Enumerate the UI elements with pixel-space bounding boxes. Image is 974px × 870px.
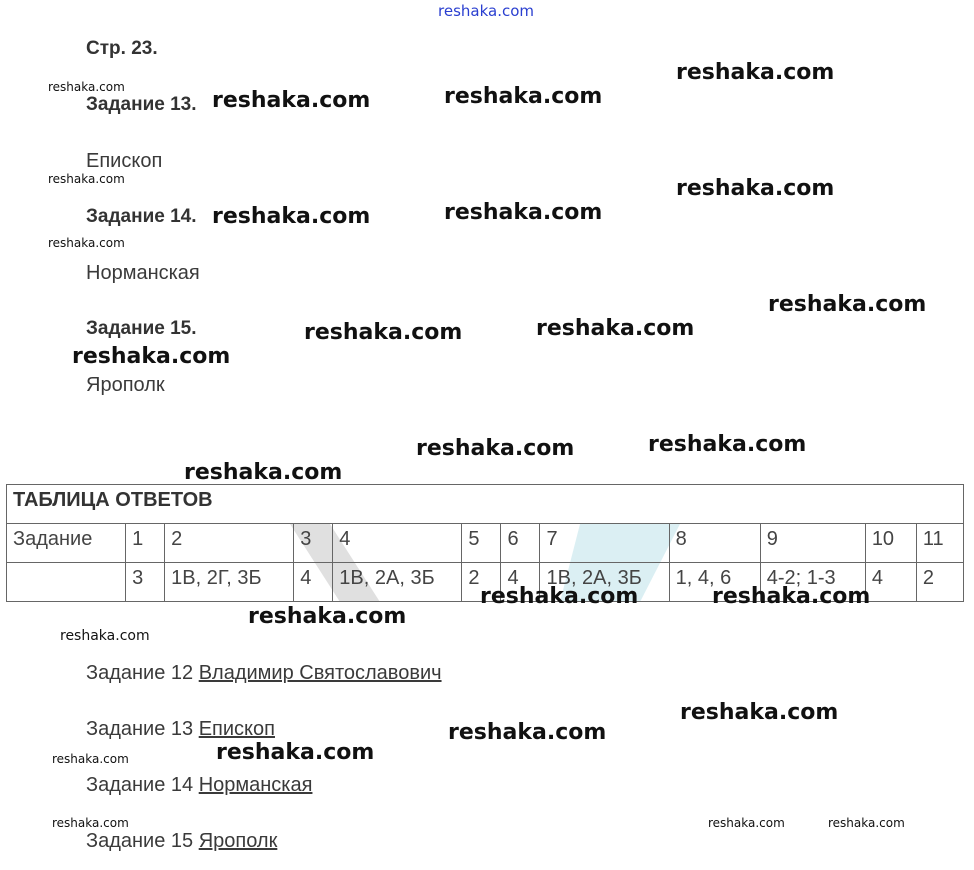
final-answer-14	[86, 774, 312, 797]
final-answer-12	[86, 662, 442, 685]
task-15-heading: Задание 15.	[86, 318, 197, 339]
final-answer-value: Ярополк	[198, 830, 278, 852]
table-title: ТАБЛИЦА ОТВЕТОВ	[7, 485, 964, 524]
watermark: reshaka.com	[184, 460, 343, 485]
final-answer-label: Задание 12	[86, 662, 194, 684]
final-answer-value: Епископ	[198, 718, 275, 740]
watermark: reshaka.com	[712, 584, 871, 609]
table-cell: 8	[669, 524, 760, 563]
page-ref: Стр. 23.	[86, 38, 158, 59]
table-cell: 2	[462, 563, 501, 602]
final-answer-label: Задание 14	[86, 774, 194, 796]
watermark: reshaka.com	[216, 740, 375, 765]
watermark: reshaka.com	[680, 700, 839, 725]
task-13-answer: Епископ	[86, 150, 163, 172]
table-cell: 4	[333, 524, 462, 563]
watermark: reshaka.com	[304, 320, 463, 345]
watermark: reshaka.com	[444, 84, 603, 109]
table-cell: 11	[916, 524, 963, 563]
task-14-heading: Задание 14.	[86, 206, 197, 227]
table-cell: 1, 4, 6	[669, 563, 760, 602]
task-15-answer: Ярополк	[86, 374, 165, 396]
table-cell: 5	[462, 524, 501, 563]
top-watermark: reshaka.com	[438, 2, 534, 20]
table-cell: 1В, 2А, 3Б	[333, 563, 462, 602]
watermark-small: reshaka.com	[48, 172, 125, 186]
table-title-row	[7, 485, 964, 524]
watermark: reshaka.com	[212, 88, 371, 113]
table-cell: 4	[501, 563, 540, 602]
watermark: reshaka.com	[212, 204, 371, 229]
table-cell: 9	[760, 524, 865, 563]
table-cell-empty	[7, 563, 126, 602]
final-answer-value: Норманская	[198, 774, 313, 796]
table-cell: 10	[865, 524, 916, 563]
table-cell: 1В, 2А, 3Б	[540, 563, 669, 602]
final-answer-15	[86, 830, 277, 853]
watermark: reshaka.com	[536, 316, 695, 341]
final-answer-value: Владимир Святославович	[198, 662, 442, 684]
watermark: reshaka.com	[648, 432, 807, 457]
watermark-small: reshaka.com	[828, 816, 905, 830]
watermark: reshaka.com	[444, 200, 603, 225]
final-answer-label: Задание 13	[86, 718, 194, 740]
watermark: reshaka.com	[768, 292, 927, 317]
table-cell: 4	[294, 563, 333, 602]
final-answer-13	[86, 718, 275, 741]
table-cell: 2	[916, 563, 963, 602]
watermark-small: reshaka.com	[52, 752, 129, 766]
watermark-small: reshaka.com	[48, 236, 125, 250]
watermark: reshaka.com	[416, 436, 575, 461]
table-row-numbers	[7, 524, 964, 563]
watermark: reshaka.com	[676, 60, 835, 85]
watermark: reshaka.com	[480, 584, 639, 609]
table-cell: 3	[126, 563, 165, 602]
watermark: reshaka.com	[448, 720, 607, 745]
table-cell: 4-2; 1-3	[760, 563, 865, 602]
table-cell: 4	[865, 563, 916, 602]
table-cell: 2	[165, 524, 294, 563]
table-cell: 7	[540, 524, 669, 563]
watermark: reshaka.com	[248, 604, 407, 629]
table-row-label: Задание	[7, 524, 126, 563]
watermark: reshaka.com	[676, 176, 835, 201]
table-cell: 1В, 2Г, 3Б	[165, 563, 294, 602]
watermark-small: reshaka.com	[708, 816, 785, 830]
task-14-answer: Норманская	[86, 262, 200, 284]
table-cell: 6	[501, 524, 540, 563]
watermark-small: reshaka.com	[48, 80, 125, 94]
watermark-small: reshaka.com	[52, 816, 129, 830]
table-cell: 1	[126, 524, 165, 563]
table-cell: 3	[294, 524, 333, 563]
watermark-small: reshaka.com	[60, 628, 150, 644]
task-13-heading: Задание 13.	[86, 94, 197, 115]
final-answer-label: Задание 15	[86, 830, 194, 852]
watermark: reshaka.com	[72, 344, 231, 369]
